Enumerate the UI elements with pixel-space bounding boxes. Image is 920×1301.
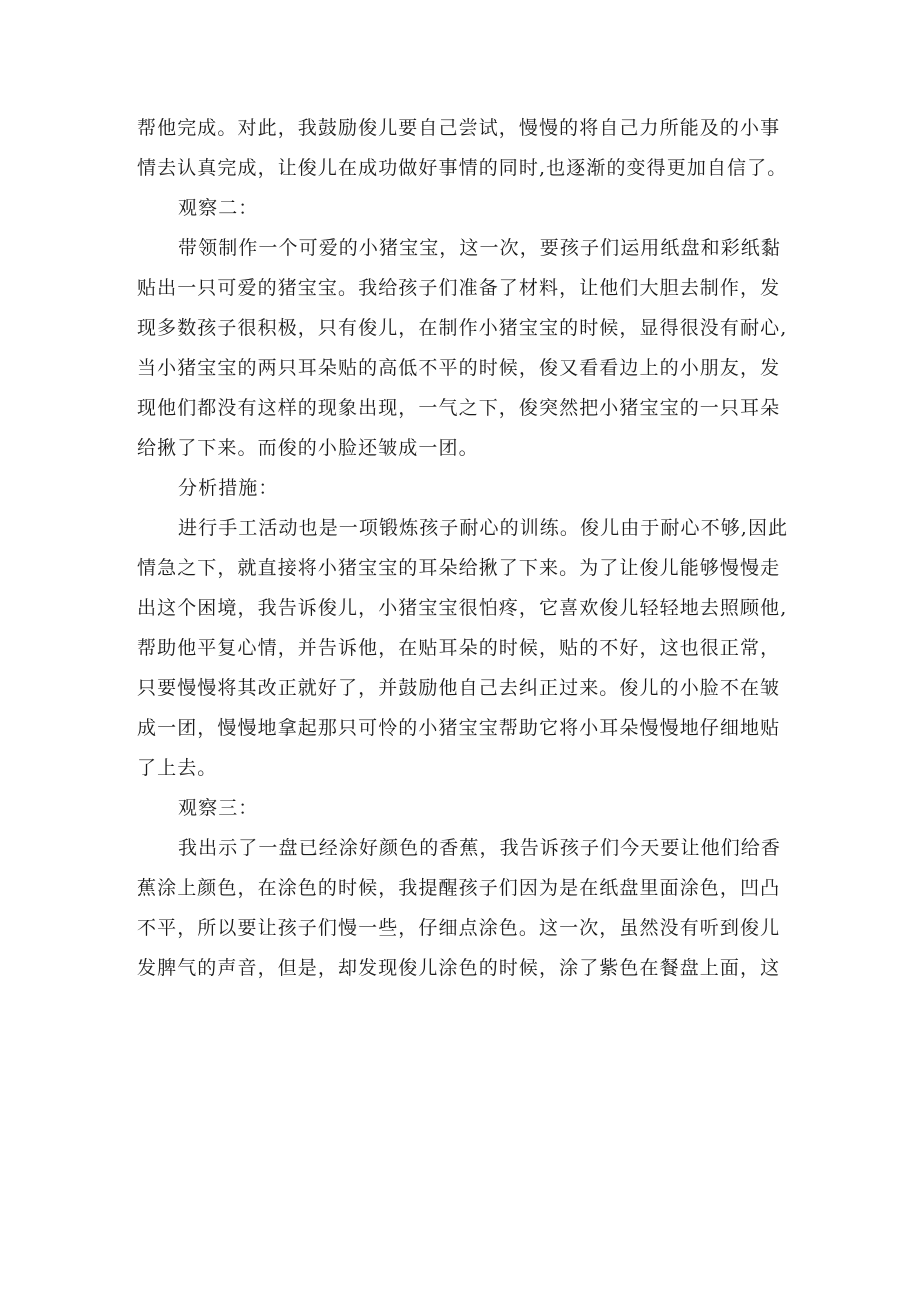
paragraph-line: 我出示了一盘已经涂好颜色的香蕉，我告诉孩子们今天要让他们给香	[178, 837, 782, 859]
paragraph-line: 给揪了下来。而俊的小脸还皱成一团。	[137, 437, 479, 459]
paragraph-line: 贴出一只可爱的猪宝宝。我给孩子们准备了材料，让他们大胆去制作，发	[137, 277, 781, 299]
section-heading-observation-3: 观察三：	[178, 797, 259, 819]
paragraph-line: 蕉涂上颜色，在涂色的时候，我提醒孩子们因为是在纸盘里面涂色，凹凸	[137, 877, 781, 899]
paragraph-line: 情去认真完成，让俊儿在成功做好事情的同时,也逐渐的变得更加自信了。	[137, 157, 788, 179]
paragraph-line: 了上去。	[137, 757, 218, 779]
paragraph-line: 只要慢慢将其改正就好了，并鼓励他自己去纠正过来。俊儿的小脸不在皱	[137, 677, 781, 699]
paragraph-line: 出这个困境，我告诉俊儿，小猪宝宝很怕疼，它喜欢俊儿轻轻地去照顾他,	[137, 597, 788, 619]
paragraph-line: 进行手工活动也是一项锻炼孩子耐心的训练。俊儿由于耐心不够,因此	[178, 517, 789, 539]
paragraph-line: 帮他完成。对此，我鼓励俊儿要自己尝试，慢慢的将自己力所能及的小事	[137, 117, 781, 139]
paragraph-line: 成一团，慢慢地拿起那只可怜的小猪宝宝帮助它将小耳朵慢慢地仔细地贴	[137, 717, 781, 739]
paragraph-line: 情急之下，就直接将小猪宝宝的耳朵给揪了下来。为了让俊儿能够慢慢走	[137, 557, 781, 579]
paragraph-line: 现多数孩子很积极，只有俊儿，在制作小猪宝宝的时候，显得很没有耐心,	[137, 317, 788, 339]
paragraph-line: 发脾气的声音，但是，却发现俊儿涂色的时候，涂了紫色在餐盘上面，这	[137, 957, 781, 979]
section-heading-analysis: 分析措施：	[178, 477, 279, 499]
paragraph-line: 现他们都没有这样的现象出现，一气之下，俊突然把小猪宝宝的一只耳朵	[137, 397, 781, 419]
section-heading-observation-2: 观察二：	[178, 197, 259, 219]
paragraph-line: 帮助他平复心情，并告诉他，在贴耳朵的时候，贴的不好，这也很正常，	[137, 637, 781, 659]
paragraph-line: 带领制作一个可爱的小猪宝宝，这一次，要孩子们运用纸盘和彩纸黏	[178, 237, 782, 259]
paragraph-line: 不平，所以要让孩子们慢一些，仔细点涂色。这一次，虽然没有听到俊儿	[137, 917, 781, 939]
paragraph-line: 当小猪宝宝的两只耳朵贴的高低不平的时候，俊又看看边上的小朋友，发	[137, 357, 781, 379]
document-body	[137, 108, 797, 988]
